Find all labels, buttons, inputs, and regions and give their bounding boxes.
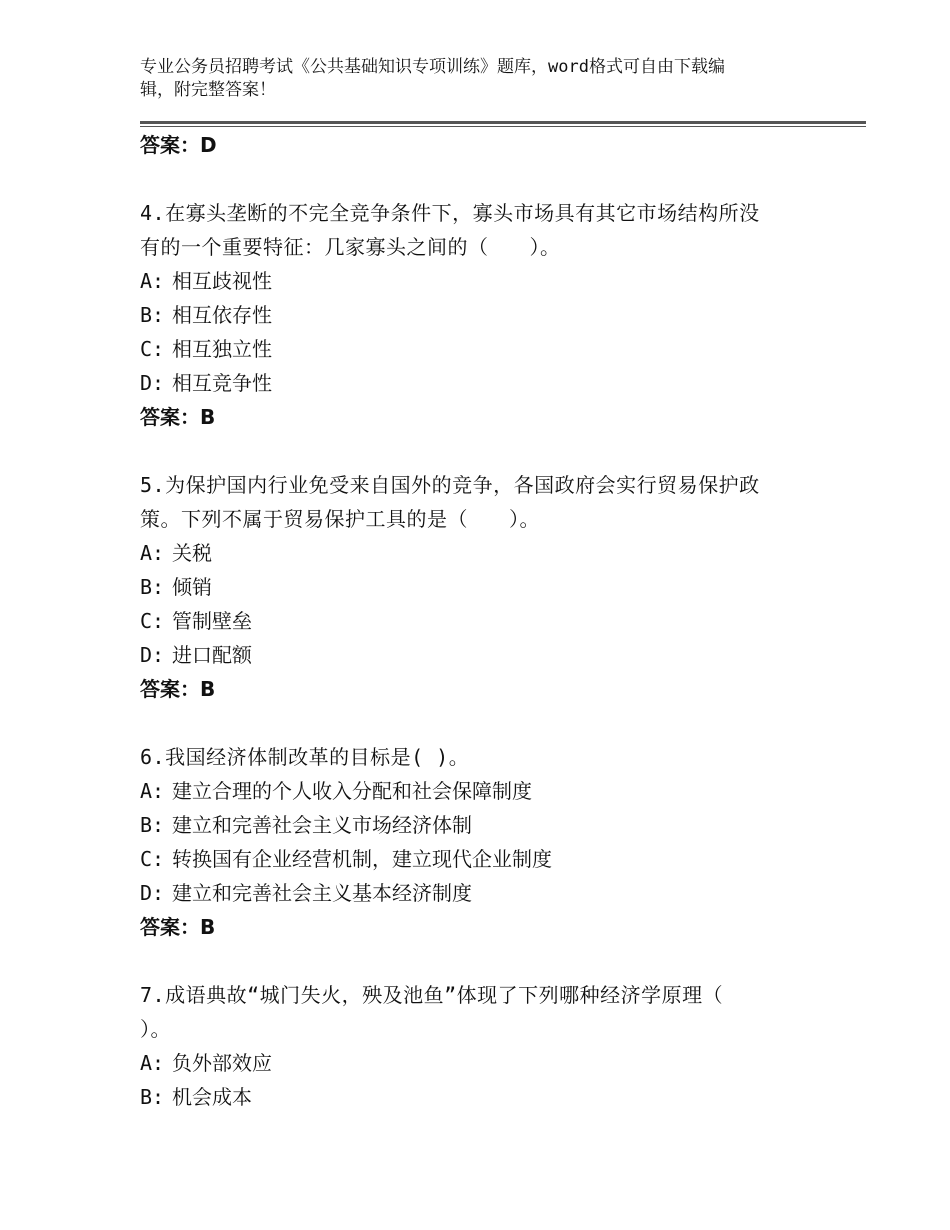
question-stem-line: 5.为保护国内行业免受来自国外的竞争，各国政府会实行贸易保护政 (140, 473, 760, 497)
question-block-6 (140, 740, 820, 944)
option-c (140, 604, 820, 638)
answer-value: B (200, 405, 216, 429)
option-a (140, 264, 820, 298)
answer-value: B (200, 677, 216, 701)
option-key: A: (140, 1051, 165, 1075)
question-stem-line: 策。下列不属于贸易保护工具的是（ ）。 (140, 507, 540, 531)
option-key: C: (140, 337, 165, 361)
question-block-4 (140, 196, 820, 434)
question-block-7 (140, 978, 820, 1114)
page-header (140, 56, 800, 102)
option-text: 进口配额 (172, 643, 252, 667)
option-a (140, 536, 820, 570)
option-key: A: (140, 541, 165, 565)
header-line-2: 辑，附完整答案！ (140, 80, 276, 100)
option-a (140, 774, 820, 808)
option-b (140, 1080, 820, 1114)
option-key: C: (140, 847, 165, 871)
option-b (140, 808, 820, 842)
option-text: 建立合理的个人收入分配和社会保障制度 (172, 779, 532, 803)
answer-prefix: 答案： (140, 405, 200, 429)
spacer (140, 162, 820, 196)
option-key: D: (140, 643, 165, 667)
option-text: 负外部效应 (172, 1051, 272, 1075)
option-key: B: (140, 303, 165, 327)
option-key: A: (140, 269, 165, 293)
answer-line (140, 672, 820, 706)
option-text: 管制壁垒 (172, 609, 252, 633)
option-text: 相互竞争性 (172, 371, 272, 395)
header-rule-thin (140, 126, 866, 127)
option-text: 建立和完善社会主义基本经济制度 (172, 881, 472, 905)
option-text: 转换国有企业经营机制，建立现代企业制度 (172, 847, 552, 871)
question-stem-line: 4.在寡头垄断的不完全竞争条件下，寡头市场具有其它市场结构所没 (140, 201, 760, 225)
question-stem-line: 7.成语典故“城门失火，殃及池鱼”体现了下列哪种经济学原理（ (140, 983, 724, 1007)
option-key: A: (140, 779, 165, 803)
answer-value: D (200, 133, 217, 157)
answer-line (140, 400, 820, 434)
option-key: B: (140, 575, 165, 599)
option-key: D: (140, 881, 165, 905)
spacer (140, 944, 820, 978)
answer-prefix: 答案： (140, 133, 200, 157)
question-block-5 (140, 468, 820, 706)
spacer (140, 434, 820, 468)
answer-value: B (200, 915, 216, 939)
option-b (140, 298, 820, 332)
option-b (140, 570, 820, 604)
option-text: 机会成本 (172, 1085, 252, 1109)
question-content (140, 128, 820, 1114)
option-d (140, 638, 820, 672)
option-text: 相互歧视性 (172, 269, 272, 293)
answer-line-prev (140, 128, 820, 162)
option-a (140, 1046, 820, 1080)
question-stem-line: 6.我国经济体制改革的目标是( )。 (140, 745, 470, 769)
question-stem-line: ）。 (140, 1017, 171, 1041)
option-key: D: (140, 371, 165, 395)
option-text: 相互独立性 (172, 337, 272, 361)
answer-prefix: 答案： (140, 915, 200, 939)
option-c (140, 842, 820, 876)
option-text: 建立和完善社会主义市场经济体制 (172, 813, 472, 837)
option-text: 倾销 (172, 575, 212, 599)
option-d (140, 876, 820, 910)
option-d (140, 366, 820, 400)
option-key: B: (140, 813, 165, 837)
header-line-1: 专业公务员招聘考试《公共基础知识专项训练》题库，word格式可自由下载编 (140, 57, 725, 77)
header-rule-thick (140, 121, 866, 124)
option-text: 关税 (172, 541, 212, 565)
option-key: C: (140, 609, 165, 633)
question-stem-line: 有的一个重要特征：几家寡头之间的（ ）。 (140, 235, 561, 259)
option-key: B: (140, 1085, 165, 1109)
option-text: 相互依存性 (172, 303, 272, 327)
answer-prefix: 答案： (140, 677, 200, 701)
answer-line (140, 910, 820, 944)
option-c (140, 332, 820, 366)
spacer (140, 706, 820, 740)
